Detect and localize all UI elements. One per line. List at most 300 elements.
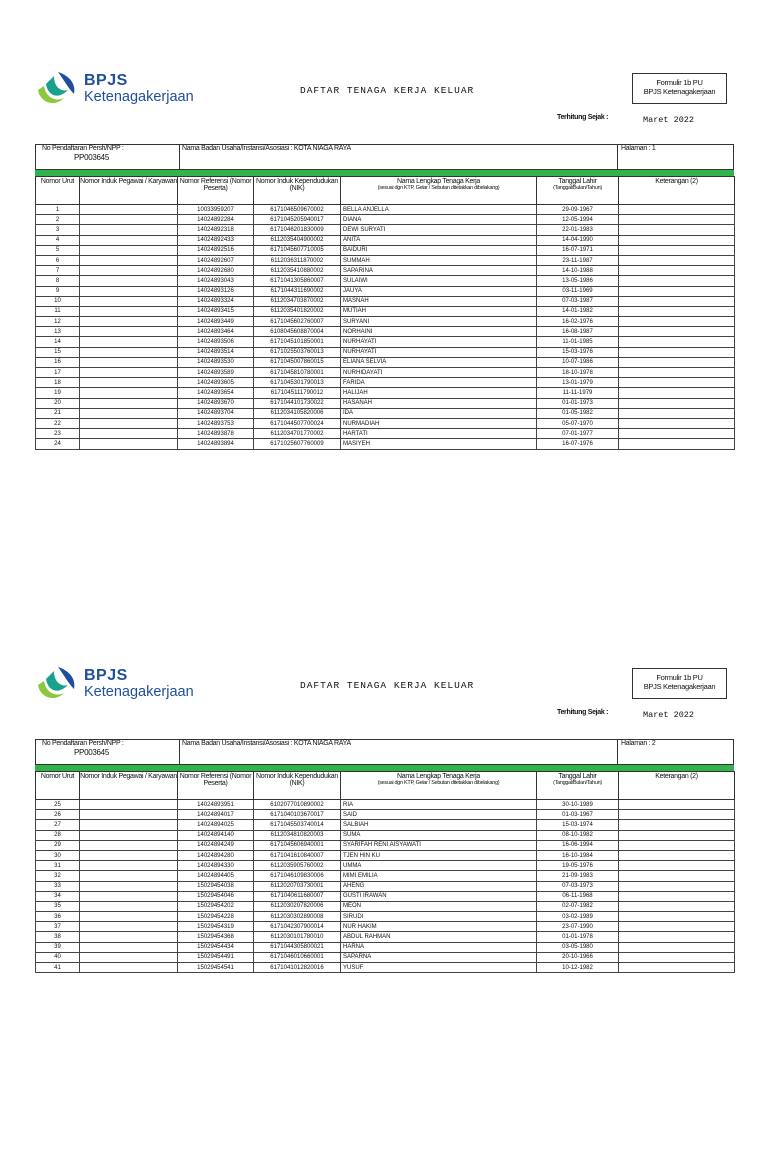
cell-nik: 6171046109830006 (254, 871, 341, 881)
cell-nik: 6171045101850001 (254, 337, 341, 347)
cell-name: SAPARINA (341, 266, 537, 276)
cell-no: 41 (36, 963, 80, 973)
cell-dob: 16-07-1976 (537, 439, 619, 449)
cell-dob: 02-07-1982 (537, 901, 619, 911)
form-code-box (632, 73, 727, 104)
cell-ref: 14024892680 (178, 266, 254, 276)
cell-nip (80, 347, 178, 357)
cell-ref: 14024892607 (178, 255, 254, 265)
cell-dob: 19-05-1976 (537, 861, 619, 871)
cell-ket (619, 942, 735, 952)
cell-nip (80, 891, 178, 901)
cell-ket (619, 388, 735, 398)
cell-name: MASIYEH (341, 439, 537, 449)
cell-ket (619, 205, 735, 215)
npp-label: No Pendaftaran Persh/NPP : (42, 740, 124, 747)
table-row (36, 881, 735, 891)
cell-name: MEON (341, 901, 537, 911)
cell-name: FARIDA (341, 378, 537, 388)
page-number: Halaman : 2 (621, 740, 656, 747)
cell-nik: 6171045301790013 (254, 378, 341, 388)
company-name: Nama Badan Usaha/Instansi/Asosiasi : KOTA NIAGA RAYA (182, 740, 351, 747)
page-number: Halaman : 1 (621, 145, 656, 152)
cell-ket (619, 952, 735, 962)
cell-dob: 01-01-1973 (537, 398, 619, 408)
table-row (36, 215, 735, 225)
table-row (36, 952, 735, 962)
cell-name: NURHAYATI (341, 337, 537, 347)
table-row (36, 963, 735, 973)
table-row (36, 810, 735, 820)
cell-nip (80, 922, 178, 932)
cell-ref: 14024893324 (178, 296, 254, 306)
cell-no: 30 (36, 850, 80, 860)
cell-dob: 21-09-1983 (537, 871, 619, 881)
table-row (36, 861, 735, 871)
cell-nip (80, 871, 178, 881)
cell-ket (619, 286, 735, 296)
cell-no: 23 (36, 429, 80, 439)
cell-ket (619, 901, 735, 911)
cell-name: BELLA ANJELLA (341, 205, 537, 215)
cell-nip (80, 840, 178, 850)
table-row (36, 840, 735, 850)
cell-ref: 15029454541 (178, 963, 254, 973)
bpjs-logo (34, 663, 224, 707)
cell-no: 10 (36, 296, 80, 306)
table-row (36, 317, 735, 327)
cell-name: DEWI SURYATI (341, 225, 537, 235)
employee-table (35, 176, 735, 450)
cell-no: 1 (36, 205, 80, 215)
logo-bpjs-text: BPJS (84, 72, 128, 89)
cell-no: 14 (36, 337, 80, 347)
cell-ket (619, 255, 735, 265)
cell-ref: 14024893506 (178, 337, 254, 347)
cell-nip (80, 327, 178, 337)
cell-dob: 29-09-1967 (537, 205, 619, 215)
table-row (36, 408, 735, 418)
cell-ket (619, 800, 735, 810)
table-row (36, 306, 735, 316)
cell-nik: 6171040103670017 (254, 810, 341, 820)
cell-dob: 01-03-1967 (537, 810, 619, 820)
cell-no: 34 (36, 891, 80, 901)
cell-dob: 16-07-1971 (537, 245, 619, 255)
cell-nip (80, 932, 178, 942)
cell-ket (619, 245, 735, 255)
cell-ket (619, 912, 735, 922)
cell-dob: 15-03-1976 (537, 347, 619, 357)
cell-nik: 6171045503740014 (254, 820, 341, 830)
form-page-1 (0, 0, 768, 560)
cell-name: HARTATI (341, 429, 537, 439)
cell-nip (80, 963, 178, 973)
cell-nip (80, 266, 178, 276)
cell-nik: 6112030207820006 (254, 901, 341, 911)
form-code-line2: BPJS Ketenagakerjaan (643, 87, 716, 96)
employee-table (35, 771, 735, 973)
cell-no: 19 (36, 388, 80, 398)
cell-name: YUSUF (341, 963, 537, 973)
cell-nik: 6112020703730001 (254, 881, 341, 891)
col-header-name-main: Nama Lengkap Tenaga Kerja (396, 178, 481, 185)
cell-dob: 20-10-1966 (537, 952, 619, 962)
cell-dob: 10-07-1986 (537, 357, 619, 367)
cell-nip (80, 235, 178, 245)
cell-dob: 22-01-1983 (537, 225, 619, 235)
cell-nik: 6171045810780001 (254, 368, 341, 378)
col-header-dob (537, 772, 619, 800)
cell-no: 27 (36, 820, 80, 830)
cell-ket (619, 378, 735, 388)
cell-ket (619, 830, 735, 840)
cell-nip (80, 368, 178, 378)
cell-ref: 15029454491 (178, 952, 254, 962)
col-header-dob-main: Tanggal Lahir (558, 773, 597, 780)
bpjs-logo-mark (34, 68, 82, 110)
cell-dob: 11-01-1985 (537, 337, 619, 347)
cell-nip (80, 850, 178, 860)
table-row (36, 398, 735, 408)
cell-name: MASNAH (341, 296, 537, 306)
table-row (36, 205, 735, 215)
table-row (36, 245, 735, 255)
cell-name: NURHAYATI (341, 347, 537, 357)
cell-ket (619, 225, 735, 235)
cell-nik: 6171045607710005 (254, 245, 341, 255)
cell-name: SUMA (341, 830, 537, 840)
cell-no: 28 (36, 830, 80, 840)
cell-no: 6 (36, 255, 80, 265)
cell-nip (80, 942, 178, 952)
cell-ref: 15029454228 (178, 912, 254, 922)
cell-name: SAPARNA (341, 952, 537, 962)
cell-nip (80, 952, 178, 962)
cell-ket (619, 408, 735, 418)
table-row (36, 286, 735, 296)
cell-dob: 03-02-1989 (537, 912, 619, 922)
cell-ket (619, 398, 735, 408)
cell-no: 32 (36, 871, 80, 881)
cell-name: IDA (341, 408, 537, 418)
cell-nik: 6171046010660001 (254, 952, 341, 962)
cell-nik: 6171025503760013 (254, 347, 341, 357)
cell-no: 38 (36, 932, 80, 942)
cell-nik: 6171041610840007 (254, 850, 341, 860)
cell-dob: 15-03-1974 (537, 820, 619, 830)
cell-dob: 30-10-1989 (537, 800, 619, 810)
cell-nik: 6112034810820003 (254, 830, 341, 840)
cell-ref: 14024893464 (178, 327, 254, 337)
cell-nik: 6171044305800021 (254, 942, 341, 952)
table-row (36, 942, 735, 952)
cell-no: 9 (36, 286, 80, 296)
cell-name: SYARIFAH RENI AISYAWATI (341, 840, 537, 850)
cell-dob: 16-06-1994 (537, 840, 619, 850)
cell-nik: 6171041012820016 (254, 963, 341, 973)
since-label: Terhitung Sejak : (557, 114, 609, 121)
cell-nik: 6171045111790012 (254, 388, 341, 398)
cell-name: SUMMAH (341, 255, 537, 265)
cell-nik: 6171044507700024 (254, 418, 341, 428)
form-code-line1: Formulir 1b PU (656, 78, 703, 87)
table-row (36, 327, 735, 337)
company-header (35, 739, 734, 765)
cell-dob: 03-05-1980 (537, 942, 619, 952)
cell-no: 13 (36, 327, 80, 337)
cell-ref: 10033959207 (178, 205, 254, 215)
table-row (36, 932, 735, 942)
col-header-dob-sub: (Tanggal/Bulan/Tahun) (553, 780, 602, 786)
cell-nip (80, 429, 178, 439)
cell-nip (80, 276, 178, 286)
cell-dob: 07-03-1973 (537, 881, 619, 891)
cell-ref: 14024893530 (178, 357, 254, 367)
cell-dob: 16-10-1984 (537, 850, 619, 860)
cell-ket (619, 347, 735, 357)
cell-name: JAUYA (341, 286, 537, 296)
since-value: Maret 2022 (643, 710, 695, 720)
cell-ket (619, 296, 735, 306)
cell-dob: 23-07-1990 (537, 922, 619, 932)
col-header-name-main: Nama Lengkap Tenaga Kerja (396, 773, 481, 780)
cell-name: TJEN HIN KU (341, 850, 537, 860)
cell-no: 5 (36, 245, 80, 255)
col-header-no: Nomor Urut (36, 772, 80, 800)
cell-name: DIANA (341, 215, 537, 225)
cell-nip (80, 861, 178, 871)
table-row (36, 439, 735, 449)
cell-nip (80, 820, 178, 830)
cell-ref: 14024893605 (178, 378, 254, 388)
cell-ket (619, 215, 735, 225)
cell-ket (619, 317, 735, 327)
cell-name: SURYANI (341, 317, 537, 327)
table-row (36, 871, 735, 881)
table-row (36, 276, 735, 286)
cell-ref: 14024894330 (178, 861, 254, 871)
cell-nik: 6171040611680007 (254, 891, 341, 901)
cell-dob: 16-02-1976 (537, 317, 619, 327)
cell-nip (80, 912, 178, 922)
cell-dob: 18-10-1978 (537, 368, 619, 378)
logo-subtitle-text: Ketenagakerjaan (84, 89, 194, 105)
cell-no: 33 (36, 881, 80, 891)
cell-ket (619, 963, 735, 973)
cell-ket (619, 922, 735, 932)
col-header-dob-sub: (Tanggal/Bulan/Tahun) (553, 185, 602, 191)
cell-nik: 6112030302890008 (254, 912, 341, 922)
cell-name: HASANAH (341, 398, 537, 408)
cell-nip (80, 255, 178, 265)
cell-ref: 14024893951 (178, 800, 254, 810)
cell-name: MIMI EMILIA (341, 871, 537, 881)
cell-name: BAIDURI (341, 245, 537, 255)
cell-ket (619, 439, 735, 449)
cell-ref: 14024893704 (178, 408, 254, 418)
cell-ref: 14024893043 (178, 276, 254, 286)
cell-name: ANITA (341, 235, 537, 245)
npp-label: No Pendaftaran Persh/NPP : (42, 145, 124, 152)
cell-no: 40 (36, 952, 80, 962)
bpjs-logo (34, 68, 224, 112)
cell-dob: 14-01-1982 (537, 306, 619, 316)
cell-dob: 16-08-1987 (537, 327, 619, 337)
col-header-ref: Nomor Referensi (Nomor Peserta) (178, 772, 254, 800)
cell-dob: 11-11-1979 (537, 388, 619, 398)
cell-ref: 14024894025 (178, 820, 254, 830)
cell-no: 17 (36, 368, 80, 378)
table-row (36, 235, 735, 245)
cell-ket (619, 850, 735, 860)
cell-ref: 14024892284 (178, 215, 254, 225)
table-row (36, 368, 735, 378)
cell-nik: 6112036311870002 (254, 255, 341, 265)
table-row (36, 255, 735, 265)
cell-no: 25 (36, 800, 80, 810)
col-header-name (341, 177, 537, 205)
cell-name: SALBIAH (341, 820, 537, 830)
cell-name: ABDUL RAHMAN (341, 932, 537, 942)
table-row (36, 820, 735, 830)
cell-no: 8 (36, 276, 80, 286)
table-row (36, 337, 735, 347)
cell-ket (619, 429, 735, 439)
cell-nip (80, 388, 178, 398)
table-row (36, 266, 735, 276)
cell-nip (80, 378, 178, 388)
cell-ref: 15029454202 (178, 901, 254, 911)
cell-nik: 6112034105820006 (254, 408, 341, 418)
cell-nik: 6171025607760009 (254, 439, 341, 449)
cell-ket (619, 891, 735, 901)
form-page-2 (0, 595, 768, 1155)
cell-dob: 07-03-1987 (537, 296, 619, 306)
cell-dob: 05-07-1970 (537, 418, 619, 428)
cell-nik: 6171045602760007 (254, 317, 341, 327)
cell-nip (80, 306, 178, 316)
cell-nik: 6112030101780010 (254, 932, 341, 942)
since-label: Terhitung Sejak : (557, 709, 609, 716)
col-header-name-sub: (sesuai dgn KTP, Gelar / Sebutan ditetakkan dibelakang) (377, 185, 500, 191)
col-header-nik: Nomor Induk Kependudukan (NIK) (254, 772, 341, 800)
cell-nip (80, 408, 178, 418)
cell-ket (619, 861, 735, 871)
cell-dob: 14-10-1988 (537, 266, 619, 276)
cell-name: NURHIDAYATI (341, 368, 537, 378)
form-code-line1: Formulir 1b PU (656, 673, 703, 682)
cell-nik: 6112035401820002 (254, 306, 341, 316)
cell-ref: 14024894140 (178, 830, 254, 840)
cell-ref: 14024894280 (178, 850, 254, 860)
cell-dob: 13-05-1986 (537, 276, 619, 286)
table-row (36, 347, 735, 357)
cell-no: 21 (36, 408, 80, 418)
cell-ket (619, 810, 735, 820)
cell-no: 15 (36, 347, 80, 357)
cell-nik: 6112034703870002 (254, 296, 341, 306)
cell-nip (80, 901, 178, 911)
cell-ref: 14024893126 (178, 286, 254, 296)
cell-ket (619, 235, 735, 245)
cell-ref: 14024894405 (178, 871, 254, 881)
cell-dob: 13-01-1979 (537, 378, 619, 388)
cell-ref: 15029454046 (178, 891, 254, 901)
cell-nik: 6102077010890002 (254, 800, 341, 810)
cell-no: 12 (36, 317, 80, 327)
cell-no: 22 (36, 418, 80, 428)
npp-value: PP003645 (74, 153, 109, 162)
cell-nip (80, 418, 178, 428)
cell-ket (619, 337, 735, 347)
cell-no: 2 (36, 215, 80, 225)
cell-ref: 14024894249 (178, 840, 254, 850)
cell-name: GUSTI IRAWAN (341, 891, 537, 901)
cell-name: SULAIWI (341, 276, 537, 286)
cell-ref: 14024893670 (178, 398, 254, 408)
cell-ref: 14024893514 (178, 347, 254, 357)
col-header-name-sub: (sesuai dgn KTP, Gelar / Sebutan ditetakkan dibelakang) (377, 780, 500, 786)
cell-ket (619, 871, 735, 881)
cell-ref: 14024894017 (178, 810, 254, 820)
cell-nik: 6171045007860015 (254, 357, 341, 367)
cell-ref: 14024893878 (178, 429, 254, 439)
table-row (36, 225, 735, 235)
cell-nip (80, 225, 178, 235)
cell-ref: 14024892318 (178, 225, 254, 235)
cell-nik: 6108045608870004 (254, 327, 341, 337)
cell-name: NUR HAKIM (341, 922, 537, 932)
cell-nip (80, 357, 178, 367)
col-header-nik: Nomor Induk Kependudukan (NIK) (254, 177, 341, 205)
cell-ket (619, 418, 735, 428)
cell-no: 20 (36, 398, 80, 408)
cell-ref: 14024892433 (178, 235, 254, 245)
table-row (36, 296, 735, 306)
col-header-dob-main: Tanggal Lahir (558, 178, 597, 185)
table-row (36, 850, 735, 860)
cell-ref: 14024893449 (178, 317, 254, 327)
cell-nik: 6171044101730022 (254, 398, 341, 408)
logo-subtitle-text: Ketenagakerjaan (84, 684, 194, 700)
cell-nik: 6171046509670002 (254, 205, 341, 215)
cell-ket (619, 840, 735, 850)
cell-nip (80, 398, 178, 408)
table-row (36, 922, 735, 932)
table-row (36, 429, 735, 439)
cell-ref: 14024893753 (178, 418, 254, 428)
cell-name: SIRUDI (341, 912, 537, 922)
cell-no: 3 (36, 225, 80, 235)
cell-nik: 6112035404900002 (254, 235, 341, 245)
cell-dob: 07-01-1977 (537, 429, 619, 439)
cell-dob: 10-12-1982 (537, 963, 619, 973)
col-header-ket: Keterangan (2) (619, 772, 735, 800)
col-header-no: Nomor Urut (36, 177, 80, 205)
cell-ket (619, 276, 735, 286)
cell-name: HALIJAH (341, 388, 537, 398)
table-row (36, 357, 735, 367)
cell-ket (619, 932, 735, 942)
col-header-ref: Nomor Referensi (Nomor Peserta) (178, 177, 254, 205)
logo-bpjs-text: BPJS (84, 667, 128, 684)
cell-no: 11 (36, 306, 80, 316)
cell-no: 37 (36, 922, 80, 932)
cell-name: HARNA (341, 942, 537, 952)
form-code-box (632, 668, 727, 699)
cell-dob: 01-05-1982 (537, 408, 619, 418)
